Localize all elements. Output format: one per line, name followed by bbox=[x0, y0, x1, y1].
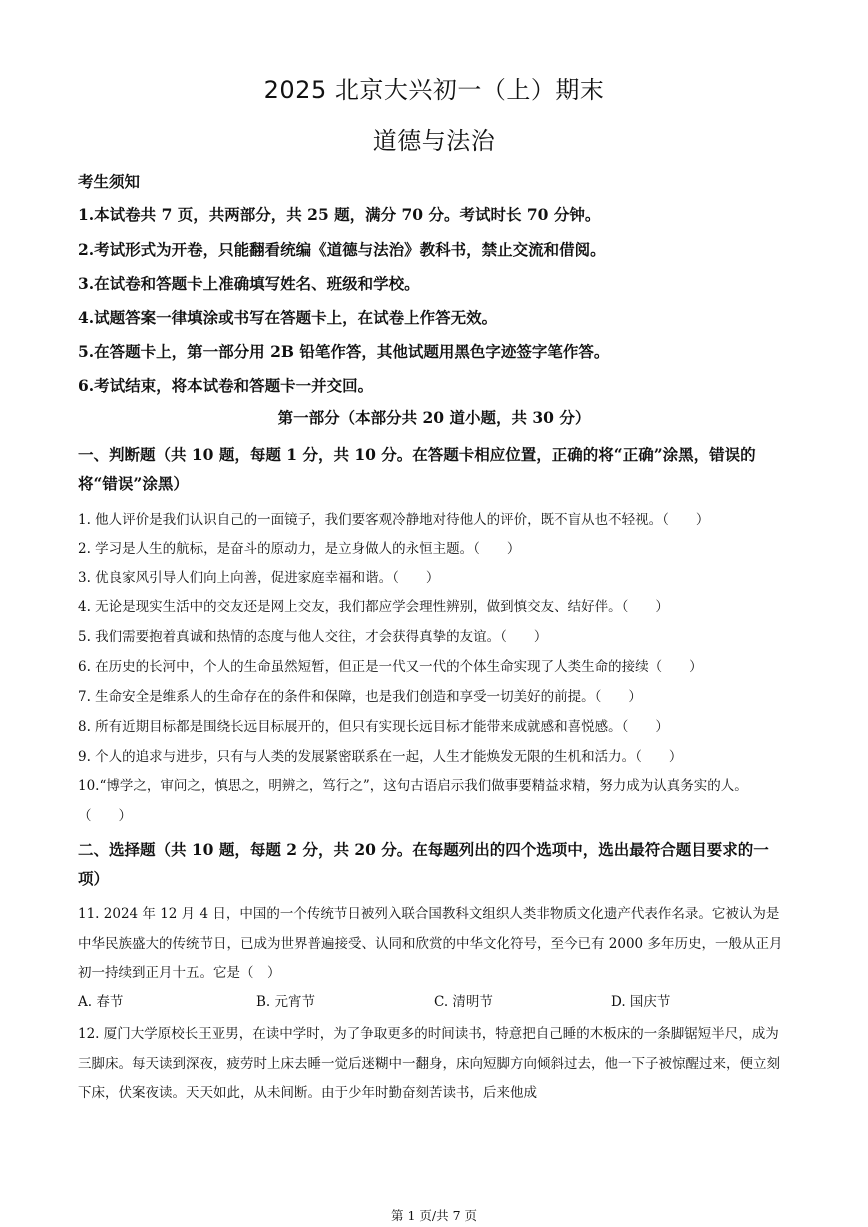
option-d: D. 国庆节 bbox=[611, 994, 671, 1010]
part-one-heading: 第一部分（本部分共 20 道小题，共 30 分） bbox=[277, 408, 591, 427]
choice-question-stem: 12. 厦门大学原校长王亚男，在读中学时，为了争取更多的时间读书，特意把自己睡的木板床的一条脚锯短半尺，成为三脚床。每天读到深夜，疲劳时上床去睡一觉后迷糊中一翻身，床向短脚方向倾斜过去，他一下子被惊醒过来，便立刻下床，伏案夜读。天天如此，从未间断。由于少年时勤奋刻苦读书，后来他成 bbox=[78, 1026, 780, 1101]
judgement-question: 3. 优良家风引导人们向上向善，促进家庭幸福和谐。（ ） bbox=[78, 570, 440, 586]
judgement-question: 10.“博学之，审问之，慎思之，明辨之，笃行之”，这句古语启示我们做事要精益求精，努力成为认真务实的人。（ ） bbox=[78, 778, 748, 824]
notice-item: 3.在试卷和答题卡上准确填写姓名、班级和学校。 bbox=[78, 274, 420, 293]
notice-item: 5.在答题卡上，第一部分用 2B 铅笔作答，其他试题用黑色字迹签字笔作答。 bbox=[78, 342, 610, 361]
judgement-question: 9. 个人的追求与进步，只有与人类的发展紧密联系在一起，人生才能焕发无限的生机和活力。（ ） bbox=[78, 749, 683, 765]
judgement-question: 6. 在历史的长河中，个人的生命虽然短暂，但正是一代又一代的个体生命实现了人类生命的接续（ ） bbox=[78, 659, 703, 675]
judgement-question: 2. 学习是人生的航标，是奋斗的原动力，是立身做人的永恒主题。（ ） bbox=[78, 541, 521, 557]
judgement-question: 7. 生命安全是维系人的生命存在的条件和保障，也是我们创造和享受一切美好的前提。（ ） bbox=[78, 689, 642, 705]
choice-question-stem: 11. 2024 年 12 月 4 日，中国的一个传统节日被列入联合国教科文组织人类非物质文化遗产代表作名录。它被认为是中华民族盛大的传统节日，已成为世界普遍接受、认同和欣赏的中华文化符号，至今已有 2000 多年历史，一般从正月初一持续到正月十五。它是（ ） bbox=[78, 906, 783, 981]
notice-item: 1.本试卷共 7 页，共两部分，共 25 题，满分 70 分。考试时长 70 分钟。 bbox=[78, 205, 601, 224]
option-a: A. 春节 bbox=[78, 994, 124, 1010]
notice-item: 4.试题答案一律填涂或书写在答题卡上，在试卷上作答无效。 bbox=[78, 308, 498, 327]
notice-heading: 考生须知 bbox=[78, 172, 141, 191]
judgement-question: 8. 所有近期目标都是围绕长远目标展开的，但只有实现长远目标才能带来成就感和喜悦感。（ ） bbox=[78, 719, 669, 735]
judgement-question: 4. 无论是现实生活中的交友还是网上交友，我们都应学会理性辨别，做到慎交友、结好伴。（ ） bbox=[78, 599, 669, 615]
section-choice-heading: 二、选择题（共 10 题，每题 2 分，共 20 分。在每题列出的四个选项中，选出最符合题目要求的一项） bbox=[78, 840, 769, 888]
section-judgement-heading: 一、判断题（共 10 题，每题 1 分，共 10 分。在答题卡相应位置，正确的将“正确”涂黑，错误的将“错误”涂黑） bbox=[78, 445, 756, 493]
notice-item: 6.考试结束，将本试卷和答题卡一并交回。 bbox=[78, 376, 374, 395]
notice-item: 2.考试形式为开卷，只能翻看统编《道德与法治》教科书，禁止交流和借阅。 bbox=[78, 240, 606, 259]
exam-title: 2025 北京大兴初一（上）期末 bbox=[263, 76, 605, 104]
option-c: C. 清明节 bbox=[434, 994, 493, 1010]
option-b: B. 元宵节 bbox=[256, 994, 316, 1010]
judgement-question: 5. 我们需要抱着真诚和热情的态度与他人交往，才会获得真挚的友谊。（ ） bbox=[78, 629, 548, 645]
judgement-question: 1. 他人评价是我们认识自己的一面镜子，我们要客观冷静地对待他人的评价，既不盲从也不轻视。（ ） bbox=[78, 512, 710, 528]
exam-subject: 道德与法治 bbox=[372, 127, 496, 155]
page-number: 第 1 页/共 7 页 bbox=[390, 1208, 477, 1223]
